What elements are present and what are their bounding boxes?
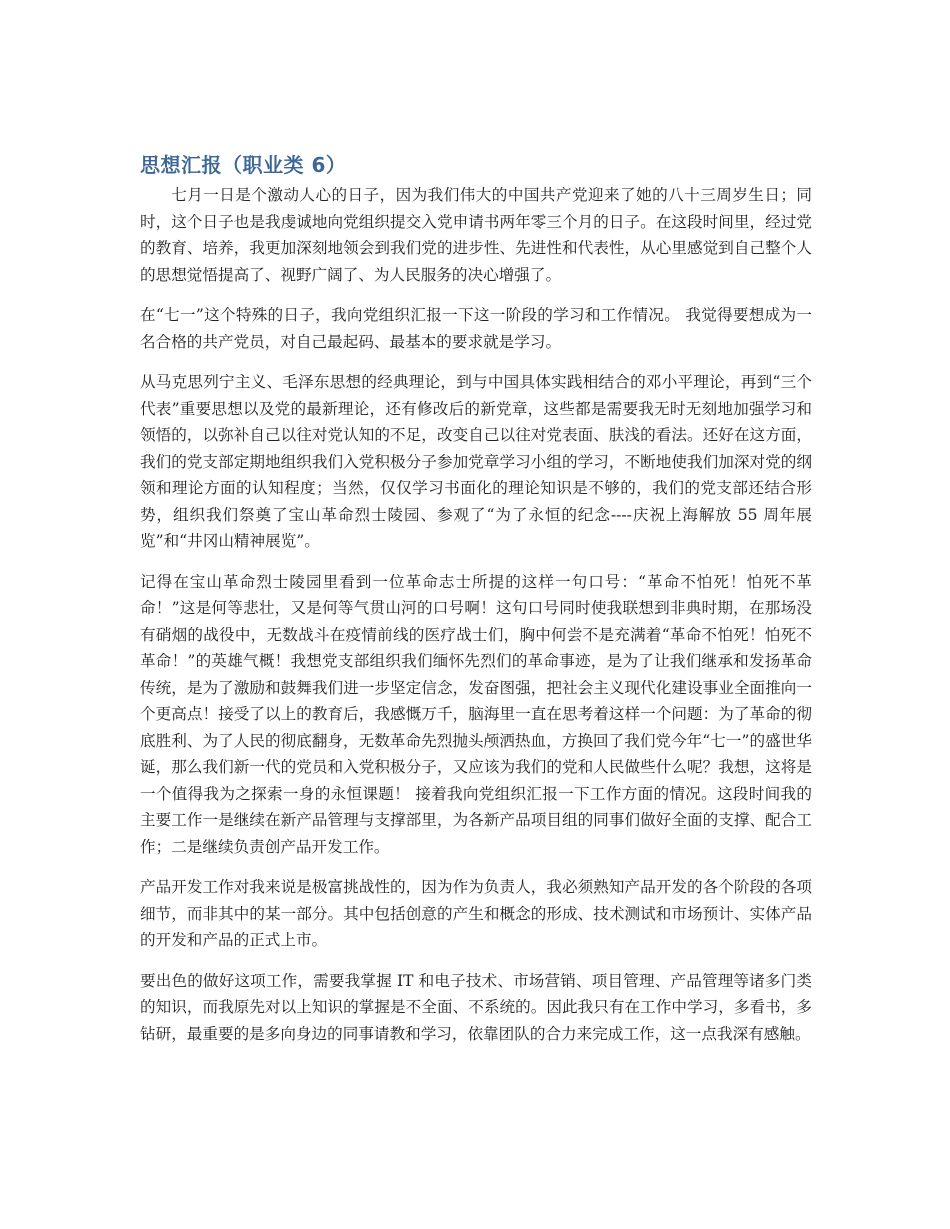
paragraph-intro: 七月一日是个激动人心的日子，因为我们伟大的中国共产党迎来了她的八十三周岁生日；同时，这个日子也是我虔诚地向党组织提交入党申请书两年零三个月的日子。在这段时间里，经过党的教育、培养，我更加深刻地领会到我们党的进步性、先进性和代表性，从心里感觉到自己整个人的思想觉悟提高了、视野广阔了、为人民服务的决心增强了。 <box>140 186 812 284</box>
paragraph-martyrs-cemetery: 记得在宝山革命烈士陵园里看到一位革命志士所提的这样一句口号：“革命不怕死！怕死不革命！”这是何等悲壮，又是何等气贯山河的口号啊！这句口号同时使我联想到非典时期，在那场没有硝烟的战役中，无数战斗在疫情前线的医疗战士们，胸中何尝不是充满着“革命不怕死！怕死不革命！”的英雄气概！我想党支部组织我们缅怀先烈们的革命事迹，是为了让我们继承和发扬革命传统，是为了激励和鼓舞我们进一步坚定信念，发奋图强，把社会主义现代化建设事业全面推向一个更高点！接受了以上的教育后，我感慨万千，脑海里一直在思考着这样一个问题：为了革命的彻底胜利、为了人民的彻底翻身，无数革命先烈抛头颅洒热血，方换回了我们党今年“七一”的盛世华诞，那么我们新一代的党员和入党积极分子，又应该为我们的党和人民做些什么呢？我想，这将是一个值得我为之探索一身的永恒课题！ 接着我向党组织汇报一下工作方面的情况。这段时间我的主要工作一是继续在新产品管理与支撑部里，为各新产品项目组的同事们做好全面的支撑、配合工作；二是继续负责创产品开发工作。 <box>140 572 812 856</box>
paragraph-product-development: 产品开发工作对我来说是极富挑战性的，因为作为负责人，我必须熟知产品开发的各个阶段的各项细节，而非其中的某一部分。其中包括创意的产生和概念的形成、技术测试和市场预计、实体产品的开发和产品的正式上市。 <box>140 878 812 949</box>
paragraph-theory-study: 从马克思列宁主义、毛泽东思想的经典理论，到与中国具体实践相结合的邓小平理论，再到“三个代表”重要思想以及党的最新理论，还有修改后的新党章，这些都是需要我无时无刻地加强学习和领悟的，以弥补自己以往对党认知的不足，改变自己以往对党表面、肤浅的看法。还好在这方面，我们的党支部定期地组织我们入党积极分子参加党章学习小组的学习，不断地使我们加深对党的纲领和理论方面的认知程度；当然，仅仅学习书面化的理论知识是不够的，我们的党支部还结合形势，组织我们祭奠了宝山革命烈士陵园、参观了“为了永恒的纪念----庆祝上海解放 55 周年展览”和“井冈山精神展览”。 <box>140 373 812 550</box>
paragraph-qiyi-report: 在“七一”这个特殊的日子，我向党组织汇报一下这一阶段的学习和工作情况。 我觉得要想成为一名合格的共产党员，对自己最起码、最基本的要求就是学习。 <box>140 306 812 351</box>
paragraph-knowledge-learning: 要出色的做好这项工作，需要我掌握 IT 和电子技术、市场营销、项目管理、产品管理等诸多门类的知识，而我原先对以上知识的掌握是不全面、不系统的。因此我只有在工作中学习，多看书，多钻研，最重要的是多向身边的同事请教和学习，依靠团队的合力来完成工作，这一点我深有感触。 <box>140 971 812 1043</box>
document-title: 思想汇报（职业类 6） <box>140 153 347 177</box>
document-page <box>140 150 812 1061</box>
